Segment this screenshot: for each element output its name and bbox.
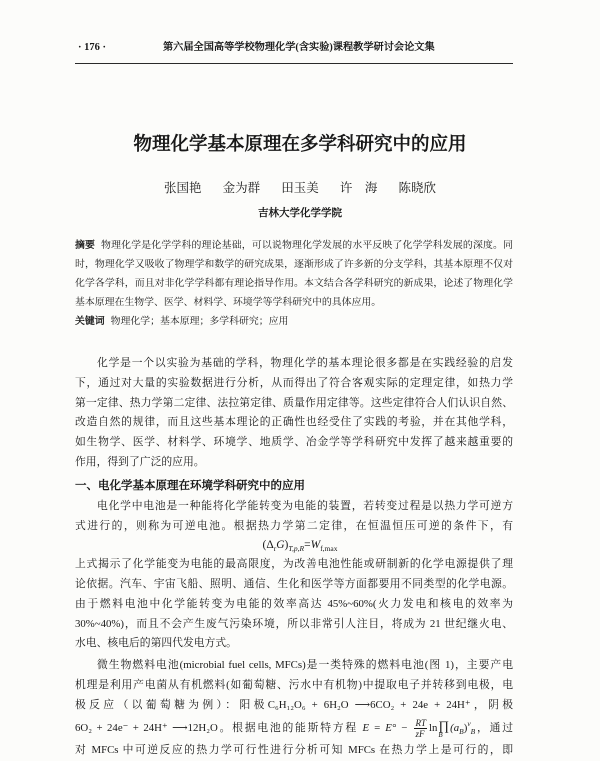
body-line: 机理是利用产电菌从有机燃料(如葡萄糖、污水中有机物)中提取电子并转移到电极，电 <box>75 679 513 691</box>
activity-open: (a <box>450 722 460 734</box>
product-operator <box>438 719 449 739</box>
exponent-sub: B <box>470 727 476 736</box>
abstract-line <box>75 238 513 254</box>
body-line: 式进行的，则称为可逆电池。根据热力学第二定律，在恒温恒压可逆的条件下，有 <box>75 520 513 532</box>
cathode-label: 阴极 <box>488 699 513 711</box>
page-number: · 176 · <box>78 42 107 53</box>
body-line: 由于燃料电池中化学能转变为电能的效率高达 45%~60%(火力发电和核电的效率为 <box>75 598 513 610</box>
keywords-label: 关键词 <box>75 316 105 327</box>
activity-exponent: ν <box>467 719 471 728</box>
nernst-intro: 。根据电池的能斯特方程 <box>217 722 358 734</box>
author-name: 金为群 <box>222 181 261 195</box>
journal-title: 第六届全国高等学校物理化学(含实验)课程教学研讨会论文集 <box>163 42 435 53</box>
body-line: 第一定律、热力学第二定律、法拉第定律、质量作用定律等。这些定律符合人们认识自然、 <box>75 397 513 409</box>
anode-reaction: C₆H₁₂O₆ + 6H₂O ⟶6CO₂ + 24e + 24H⁺ <box>267 699 471 711</box>
reaction-prefix: 极反应（以葡萄糖为例）： <box>75 699 240 711</box>
eq-w-sub: f,max <box>320 544 338 553</box>
abstract-line: 基本原理在生物学、医学、材料学、环境学等学科研究中的具体应用。 <box>75 297 382 308</box>
abstract-text: 物理化学是化学学科的理论基础，可以说物理化学发展的水平反映了化学学科发展的深度。同 <box>101 240 513 251</box>
body-line: 论依据。汽车、宇宙飞船、照明、通信、生化和医学等方面都要用不同类型的化学电源。 <box>75 578 513 590</box>
anode-label: 阳极 <box>239 699 268 711</box>
nernst-fraction <box>414 718 427 739</box>
body-line: 30%~40%)，而且不会产生废气污染环境，所以非常引人注目，将成为 21 世纪继火电、 <box>75 618 513 630</box>
abstract-line: 时，物理化学又吸收了物理学和数学的研究成果，逐渐形成了许多新的分支学科，其基本原理不仅对 <box>75 259 513 270</box>
cathode-reaction: 6O₂ + 24e⁻ + 24H⁺ ⟶12H₂O <box>75 722 218 734</box>
body-line: 如生物学、医学、材料学、环境学、地质学、冶金学等学科研究中发挥了越来越重要的 <box>75 436 513 448</box>
activity-sub: B <box>459 727 464 736</box>
body-line: 上式揭示了化学能变为电能的最高限度，为改善电池性能或研制新的化学电源提供了理 <box>75 558 513 570</box>
nernst-tail: ，通过 <box>475 722 513 734</box>
body-line: 微生物燃料电池(microbial fuel cells, MFCs)是一类特殊的燃料电池(图 1)，主要产电 <box>97 659 513 671</box>
body-line: 下，通过对大量的实验数据进行分析，从而得出了符合客观实际的定理定律，如热力学 <box>75 377 513 389</box>
keywords-line <box>75 314 513 330</box>
activity-close: ) <box>463 722 468 734</box>
keywords-text: 物理化学；基本原理；多学科研究；应用 <box>110 316 289 327</box>
header-rule <box>75 63 513 64</box>
abstract-label: 摘要 <box>75 240 96 251</box>
author-name: 陈晓欣 <box>398 181 437 195</box>
fraction-denominator: zF <box>414 728 427 739</box>
reaction-separator: ， <box>470 699 489 711</box>
nernst-lhs: E = E° − <box>362 722 408 734</box>
eq-delta-sub: r <box>273 544 277 553</box>
body-line: 化学是一个以实验为基础的学科，物理化学的基本理论很多都是在实践经验的启发 <box>97 357 513 369</box>
section-heading: 一、电化学基本原理在环境学科研究中的应用 <box>75 478 305 492</box>
eq-w: W <box>310 539 321 551</box>
body-line <box>75 697 513 713</box>
body-line: 改造自然的规律，而且这些基本理论的正确性也经受住了实践的考验，并在其他学科， <box>75 416 513 428</box>
product-index: B <box>438 730 443 739</box>
nernst-line <box>75 716 513 740</box>
product-symbol: ∏ <box>438 717 450 733</box>
fraction-numerator: RT <box>415 718 426 729</box>
abstract-line: 化学各学科，而且对非化学学科都有理论指导作用。本文结合各学科研究的新成果，论述了物理化学 <box>75 278 513 289</box>
affiliation: 吉林大学化学学院 <box>258 208 342 219</box>
body-line: 作用，得到了广泛的应用。 <box>75 456 205 468</box>
eq-open: (Δ <box>262 539 274 551</box>
author-name: 张国艳 <box>163 181 202 195</box>
body-line: 对 MFCs 中可逆反应的热力学可行性进行分析可知 MFCs 在热力学上是可行的，即 <box>75 744 513 756</box>
eq-g: G <box>276 539 285 551</box>
eq-g-sub: T,p,R <box>288 544 305 553</box>
body-line: 电化学中电池是一种能将化学能转变为电能的装置，若转变过程是以热力学可逆方 <box>97 500 513 512</box>
article-title: 物理化学基本原理在多学科研究中的应用 <box>133 134 467 155</box>
author-name: 田玉美 <box>281 181 319 195</box>
eq-equals: = <box>304 539 311 551</box>
gibbs-work-equation <box>0 536 600 554</box>
author-list <box>0 180 600 196</box>
eq-close: ) <box>284 539 289 551</box>
author-name: 许 海 <box>339 181 378 195</box>
body-line: 水电、核电后的第四代发电方式。 <box>75 637 237 649</box>
nernst-ln: ln <box>429 722 438 734</box>
